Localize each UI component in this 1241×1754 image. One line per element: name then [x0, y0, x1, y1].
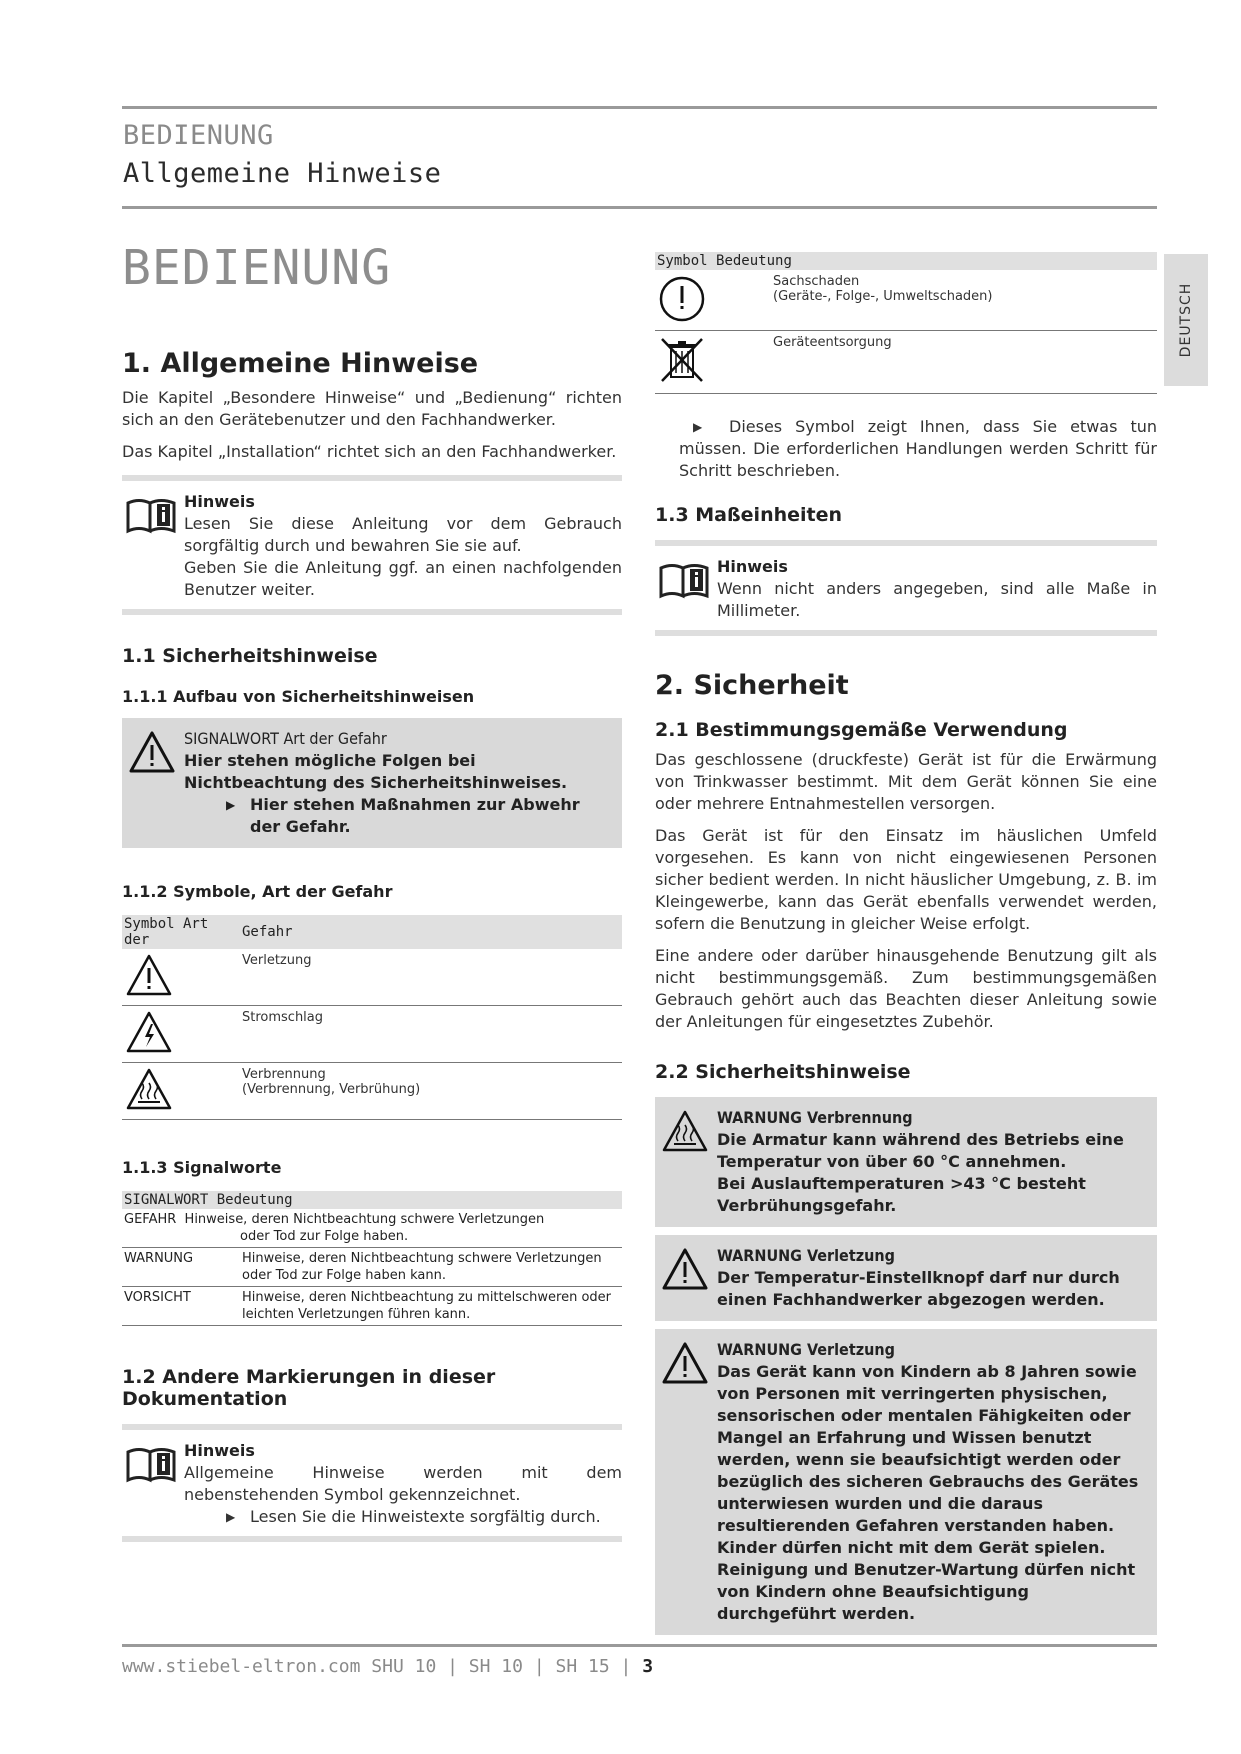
note-box: [122, 475, 622, 615]
note-text: Allgemeine Hinweise werden mit dem nebenstehenden Symbol gekennzeichnet.: [184, 1463, 622, 1504]
note-title: Hinweis: [184, 1441, 255, 1460]
heading-1-2: 1.2 Andere Markierungen in dieser Dokumentation: [122, 1366, 496, 1410]
note-step: [226, 1506, 622, 1528]
table-cell: GEFAHR: [124, 1212, 177, 1227]
table-cell: Sachschaden: [773, 274, 860, 289]
left-column: [122, 240, 622, 1542]
note-box: [122, 1424, 622, 1542]
table-header: [122, 1191, 622, 1209]
table-row: [122, 949, 622, 1006]
action-arrow-icon: ▶: [226, 798, 236, 812]
signalword-title: SIGNALWORT Art der Gefahr: [184, 729, 387, 748]
warning-text: Das Gerät kann von Kindern ab 8 Jahren sowie von Personen mit verringerten physischen, sensorischen oder mentalen Fähigkeiten oder Mangel an Erfahrung und Wissen benutzt werden, wenn sie beaufsichtigt werden oder bezüglich des sicheren Gebrauchs des Gerätes unterwiesen wurden und die daraus resultierenden Gefahren verstanden haben. Kinder dürfen nicht mit dem Gerät spielen. Reinigung und Benutzer-Wartung dürfen nicht von Kindern ohne Beaufsichtigung durchgeführt werden.: [717, 1362, 1139, 1623]
action-arrow-icon: ▶: [693, 420, 703, 434]
heading-1-1-2: 1.1.2 Symbole, Art der Gefahr: [122, 882, 393, 901]
info-book-icon: [124, 495, 178, 535]
note-text: Geben Sie die Anleitung ggf. an einen nachfolgenden Benutzer weiter.: [184, 558, 622, 599]
table-header: Gefahr: [240, 915, 622, 949]
table-row: [655, 331, 1157, 394]
table-cell: Verletzung: [242, 953, 312, 968]
note-box: [655, 540, 1157, 636]
table-header-cell: SIGNALWORT: [124, 1192, 209, 1208]
footer: [122, 1656, 653, 1677]
action-note-text: [655, 416, 1157, 482]
info-book-icon: [124, 1444, 178, 1484]
table-row: [122, 1063, 622, 1120]
warning-box-injury: [655, 1235, 1157, 1321]
signalword-table: [122, 1191, 622, 1326]
paragraph: Die Kapitel „Besondere Hinweise“ und „Bedienung“ richten sich an den Gerätebenutzer und den Fachhandwerker.: [122, 388, 622, 429]
paragraph: Das geschlossene (druckfeste) Gerät ist für die Erwärmung von Trinkwasser bestimmt. Mit dem Gerät können Sie eine oder mehrere Entnahmestellen versorgen.: [655, 750, 1157, 813]
signalword-step-text: Hier stehen Maßnahmen zur Abwehr der Gefahr.: [250, 795, 580, 836]
heading-1-3: 1.3 Maßeinheiten: [655, 504, 843, 526]
material-damage-icon: [657, 274, 707, 322]
action-arrow-icon: ▶: [226, 1510, 236, 1524]
heading-2: 2. Sicherheit: [655, 670, 849, 701]
table-header-cell: Symbol: [657, 253, 708, 269]
header-top-rule: [122, 106, 1157, 109]
heading-2-1: 2.1 Bestimmungsgemäße Verwendung: [655, 719, 1068, 741]
table-row: [122, 1209, 622, 1248]
table-cell: leichten Verletzungen führen kann.: [242, 1307, 471, 1322]
footer-models: SHU 10 | SH 10 | SH 15 |: [371, 1656, 632, 1677]
table-cell: oder Tod zur Folge haben.: [240, 1229, 409, 1244]
warning-box-children: [655, 1329, 1157, 1635]
note-title: Hinweis: [184, 492, 255, 511]
table-cell: Verbrennung: [242, 1067, 326, 1082]
warning-text: Bei Auslauftemperaturen >43 °C besteht Verbrühungsgefahr.: [717, 1174, 1086, 1215]
table-row: [122, 1006, 622, 1063]
warning-triangle-icon: [128, 730, 176, 774]
warning-title: WARNUNG Verbrennung: [717, 1108, 913, 1127]
warning-triangle-icon: [661, 1247, 709, 1291]
language-tab-label: DEUTSCH: [1178, 282, 1194, 358]
table-header-cell: Bedeutung: [216, 1192, 293, 1208]
table-cell: Stromschlag: [242, 1010, 324, 1025]
heading-1-1: 1.1 Sicherheitshinweise: [122, 645, 378, 667]
warning-title: WARNUNG Verletzung: [717, 1246, 895, 1265]
signalword-example-box: [122, 718, 622, 848]
table-row: [122, 1287, 622, 1326]
info-book-icon: [657, 560, 711, 600]
heading-1-1-1: 1.1.1 Aufbau von Sicherheitshinweisen: [122, 687, 475, 706]
action-note-body: Dieses Symbol zeigt Ihnen, dass Sie etwas tun müssen. Die erforderlichen Handlungen werden Schritt für Schritt beschrieben.: [679, 417, 1157, 480]
hot-surface-icon: [124, 1067, 174, 1111]
table-cell: oder Tod zur Folge haben kann.: [242, 1268, 446, 1283]
heading-2-2: 2.2 Sicherheitshinweise: [655, 1061, 911, 1083]
language-tab: [1164, 254, 1208, 386]
signalword-step: [226, 794, 614, 838]
paragraph: Das Kapitel „Installation“ richtet sich an den Fachhandwerker.: [122, 442, 617, 461]
paragraph: Das Gerät ist für den Einsatz im häuslichen Umfeld vorgesehen. Es kann von nicht eingewiesenen Personen sicher bedient werden. In nicht häuslicher Umgebung, z. B. im Kleingewerbe, kann das Gerät ebenfalls verwendet werden, sofern die Benutzung in gleicher Weise erfolgt.: [655, 826, 1157, 933]
warning-triangle-icon: [661, 1341, 709, 1385]
table-row: [655, 270, 1157, 331]
heading-1-1-3: 1.1.3 Signalworte: [122, 1158, 282, 1177]
note-title: Hinweis: [717, 557, 788, 576]
electric-shock-icon: [124, 1010, 174, 1054]
table-cell: Hinweise, deren Nichtbeachtung schwere Verletzungen: [184, 1212, 545, 1227]
heading-1: 1. Allgemeine Hinweise: [122, 348, 479, 379]
header-section-title: BEDIENUNG: [123, 120, 274, 151]
hazard-symbol-table: [122, 915, 622, 1120]
warning-title: WARNUNG Verletzung: [717, 1340, 895, 1359]
table-cell: Geräteentsorgung: [773, 335, 892, 350]
header-subsection-title: Allgemeine Hinweise: [123, 158, 442, 189]
note-text: Lesen Sie diese Anleitung vor dem Gebrauch sorgfältig durch und bewahren Sie sie auf.: [184, 514, 622, 555]
header-bottom-rule: [122, 206, 1157, 209]
page-number: 3: [642, 1656, 654, 1677]
paragraph: Eine andere oder darüber hinausgehende Benutzung gilt als nicht bestimmungsgemäß. Zum bestimmungsgemäßen Gebrauch gehört auch das Beachten dieser Anleitung sowie der Anleitungen für eingesetztes Zubehör.: [655, 946, 1157, 1031]
table-header: [655, 252, 1157, 270]
table-cell: Hinweise, deren Nichtbeachtung zu mittelschweren oder: [242, 1290, 612, 1305]
signalword-body: Hier stehen mögliche Folgen bei Nichtbeachtung des Sicherheitshinweises.: [184, 751, 568, 792]
right-column: [655, 252, 1157, 1635]
table-cell: (Verbrennung, Verbrühung): [242, 1082, 421, 1097]
table-header-cell: Bedeutung: [716, 253, 792, 269]
warning-box-burn: [655, 1097, 1157, 1227]
chapter-title: BEDIENUNG: [122, 240, 392, 296]
warning-triangle-icon: [124, 953, 174, 997]
table-cell: WARNUNG: [122, 1248, 240, 1287]
warning-text: Der Temperatur-Einstellknopf darf nur durch einen Fachhandwerker abgezogen werden.: [717, 1268, 1120, 1309]
table-cell: VORSICHT: [122, 1287, 240, 1326]
footer-rule: [122, 1644, 1157, 1647]
footer-url: www.stiebel-eltron.com: [122, 1656, 361, 1677]
disposal-bin-icon: [657, 335, 707, 385]
note-step-text: Lesen Sie die Hinweistexte sorgfältig durch.: [250, 1507, 601, 1526]
table-cell: Hinweise, deren Nichtbeachtung schwere Verletzungen: [242, 1251, 602, 1266]
note-text: Wenn nicht anders angegeben, sind alle Maße in Millimeter.: [717, 579, 1157, 620]
warning-text: Die Armatur kann während des Betriebs eine Temperatur von über 60 °C annehmen.: [717, 1130, 1124, 1171]
table-cell: (Geräte-, Folge-, Umweltschaden): [773, 289, 993, 304]
hot-surface-icon: [661, 1109, 709, 1153]
material-symbol-table: [655, 252, 1157, 394]
table-header: Symbol Art der: [122, 915, 240, 949]
table-row: [122, 1248, 622, 1287]
